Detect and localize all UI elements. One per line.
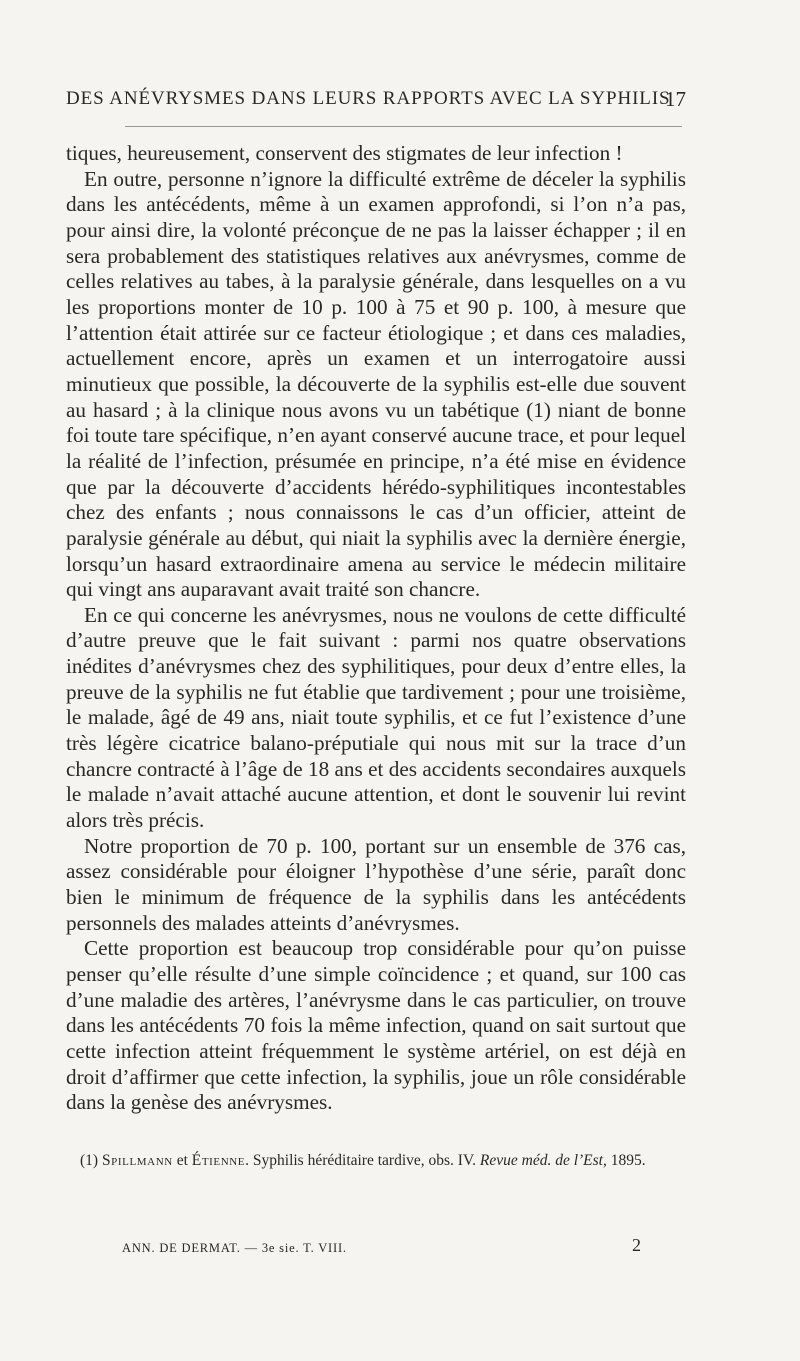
footnote-marker: (1): [80, 1152, 99, 1169]
footnote-citation: . Syphilis héréditaire tardive, obs. IV.: [245, 1152, 477, 1169]
footnote-author-1: Spillmann: [101, 1152, 173, 1169]
paragraph-5: Cette proportion est beaucoup trop considérable pour qu’on puisse penser qu’elle résulte d’une simple coïncidence ; et quand, sur 100 cas d’une maladie des artères, l’anévrysme dans le cas particulier, on trouve dans les antécédents 70 fois la même infection, quand on sait surtout que cette infection atteint fréquemment le système artériel, on est déjà en droit d’affirmer que cette infection, la syphilis, joue un rôle considérable dans la genèse des anévrysmes.: [66, 936, 686, 1115]
footnote: [66, 1151, 686, 1171]
footnote-author-2: Étienne: [191, 1152, 246, 1169]
printer-signature: ANN. DE DERMAT. — 3e sie. T. VIII.: [122, 1241, 347, 1255]
paragraph-2-part-b: niant de bonne foi toute tare spécifique, n’en ayant conservé aucune trace, et pour lequel la réalité de l’infection, présumée en principe, n’a été mise en évidence que par la découverte d’accidents hérédo-syphilitiques incontestables chez des enfants ; nous connaissons le cas d’un officier, atteint de paralysie générale au début, qui niait la syphilis avec la dernière énergie, lorsqu’un hasard extraordinaire amena au service le médecin militaire qui vingt ans auparavant avait traité son chancre.: [66, 397, 686, 602]
page-number: 17: [665, 87, 686, 111]
signature-number: 2: [632, 1235, 641, 1255]
body-text: [66, 141, 686, 1116]
running-title: DES ANÉVRYSMES DANS LEURS RAPPORTS AVEC LA SYPHILIS: [66, 88, 671, 109]
paragraph-2-part-a: En outre, personne n’ignore la difficulté extrême de déceler la syphilis dans les antécédents, même à un examen approfondi, si l’on n’a pas, pour ainsi dire, la volonté préconçue de ne pas la laisser échapper ; il en sera probablement des statistiques relatives aux anévrysmes, comme de celles relatives au tabes, à la paralysie générale, dans lesquelles on a vu les proportions monter de 10 p. 100 à 75 et 90 p. 100, à mesure que l’attention était attirée sur ce facteur étiologique ; et dans ces maladies, actuellement encore, après un examen et un interrogatoire aussi minutieux que possible, la découverte de la syphilis est-elle due souvent au hasard ; à la clinique nous avons vu un tabétique: [66, 166, 686, 422]
footnote-reference: (1): [519, 397, 558, 422]
footnote-conjunction: et: [176, 1152, 188, 1169]
paragraph-1: tiques, heureusement, conservent des stigmates de leur infection !: [66, 141, 623, 165]
paragraph-4: Notre proportion de 70 p. 100, portant sur un ensemble de 376 cas, assez considérable pour éloigner l’hypothèse d’une série, paraît donc bien le minimum de fréquence de la syphilis dans les antécédents personnels des malades atteints d’anévrysmes.: [66, 833, 686, 935]
footnote-journal: Revue méd. de l’Est: [479, 1152, 603, 1169]
footnote-year: , 1895.: [603, 1152, 646, 1169]
running-header: [66, 88, 686, 110]
header-rule: [125, 126, 682, 127]
paragraph-3: En ce qui concerne les anévrysmes, nous ne voulons de cette difficulté d’autre preuve que le fait suivant : parmi nos quatre observations inédites d’anévrysmes chez des syphilitiques, pour deux d’entre elles, la preuve de la syphilis ne fut établie que tardivement ; pour une troisième, le malade, âgé de 49 ans, niait toute syphilis, et ce fut l’existence d’une très légère cicatrice balano-préputiale qui nous mit sur la trace d’un chancre contracté à l’âge de 18 ans et des accidents secondaires auxquels le malade n’avait attaché aucune attention, et dont le souvenir lui revint alors très précis.: [66, 602, 686, 833]
paragraph-2: [66, 167, 686, 603]
